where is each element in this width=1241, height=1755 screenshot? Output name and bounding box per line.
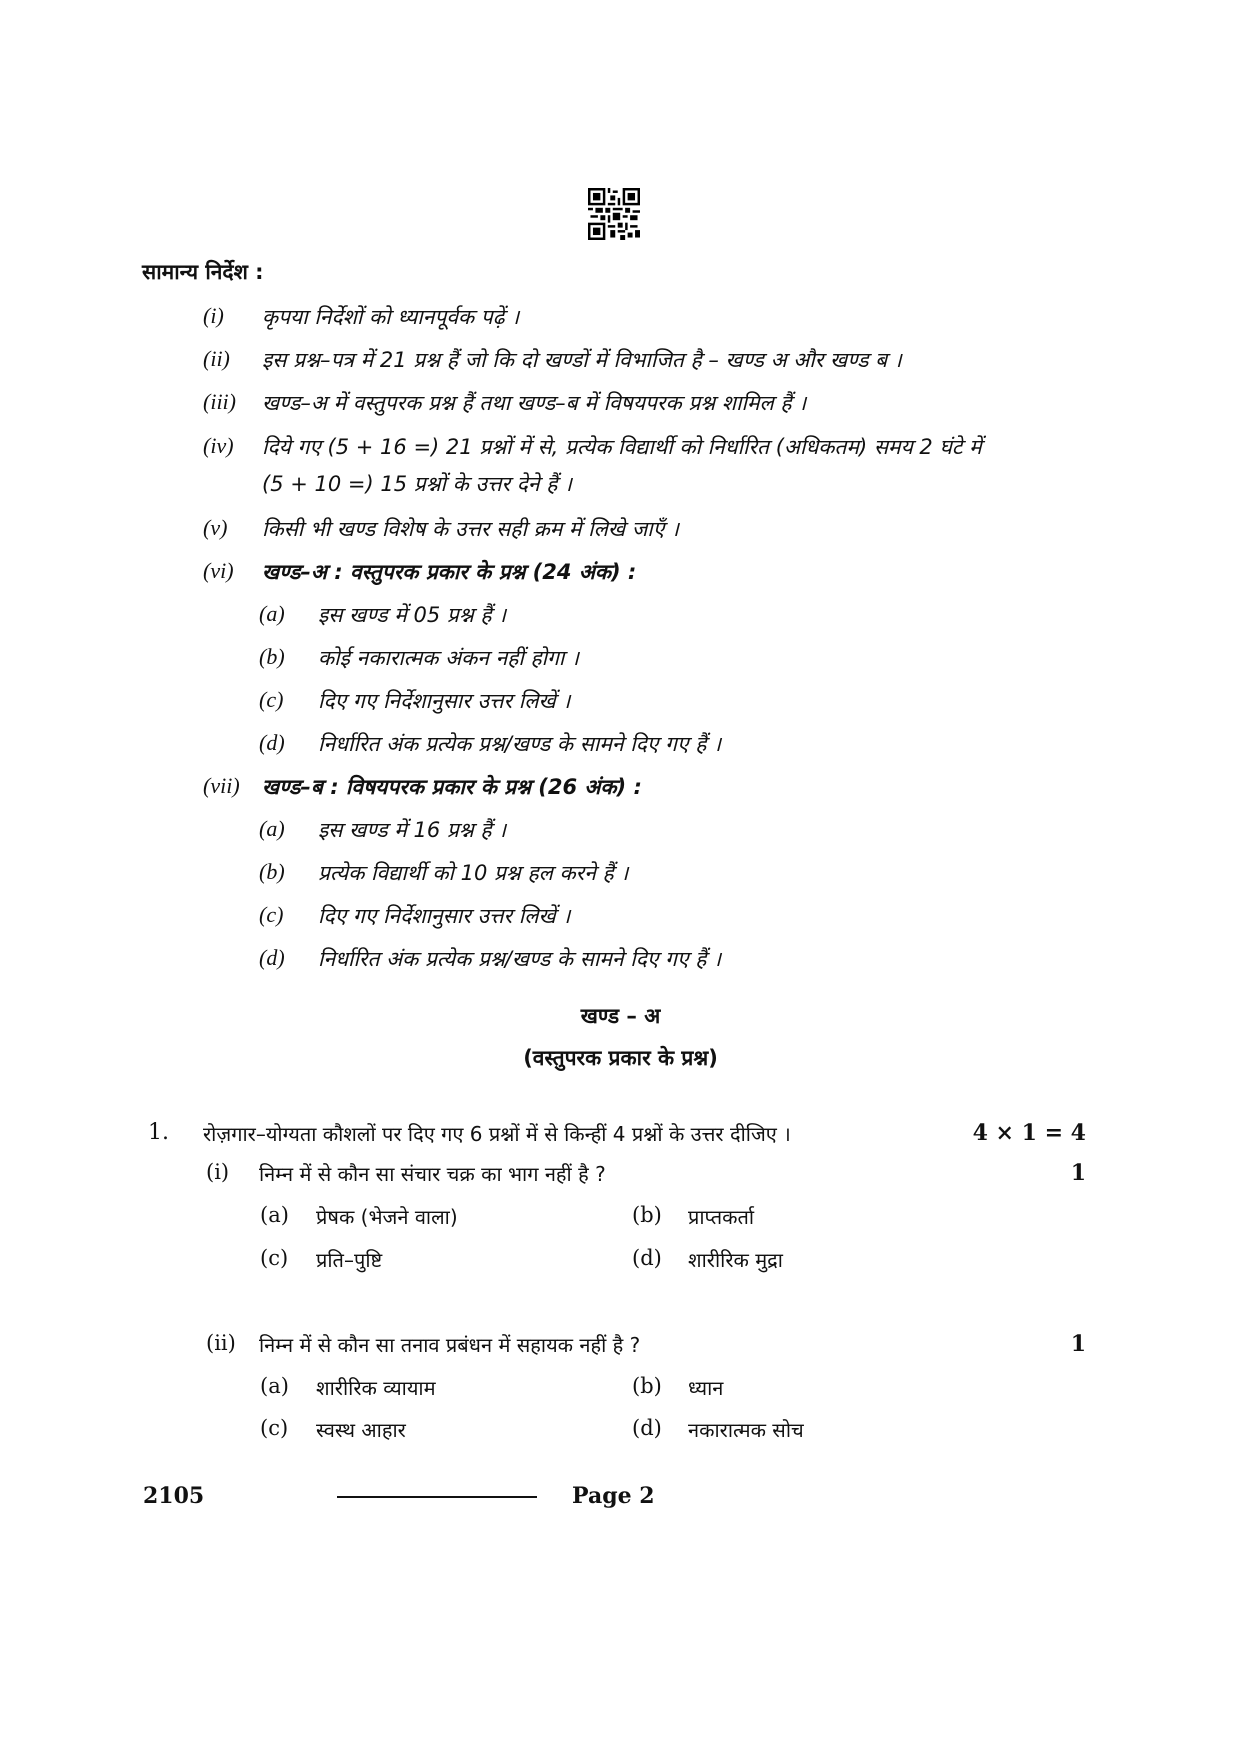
option-text: प्रेषक (भेजने वाला) bbox=[316, 1205, 458, 1229]
sub-instruction-text: दिए गए निर्देशानुसार उत्तर लिखें । bbox=[318, 689, 571, 713]
sub-question-marks: 1 bbox=[1070, 1160, 1086, 1186]
sub-question-number: (ii) bbox=[206, 1331, 236, 1355]
instruction-num: (ii) bbox=[203, 346, 230, 371]
sub-instruction-num: (b) bbox=[259, 644, 285, 669]
sub-instruction-num: (a) bbox=[259, 601, 285, 626]
section-subheading: (वस्तुपरक प्रकार के प्रश्न) bbox=[523, 1046, 718, 1070]
sub-instruction-text: इस खण्ड में 16 प्रश्न हैं । bbox=[318, 818, 507, 842]
sub-instruction-text: इस खण्ड में 05 प्रश्न हैं । bbox=[318, 603, 507, 627]
instruction-text: खण्ड–अ में वस्तुपरक प्रश्न हैं तथा खण्ड–ब में विषयपरक प्रश्न शामिल हैं । bbox=[262, 391, 807, 415]
sub-instruction-num: (a) bbox=[259, 816, 285, 841]
option-text: प्रति–पुष्टि bbox=[316, 1248, 383, 1272]
footer-divider bbox=[337, 1496, 537, 1498]
qr-code bbox=[588, 188, 640, 240]
instruction-text-continued: (5 + 10 =) 15 प्रश्नों के उत्तर देने हैं । bbox=[262, 472, 573, 496]
question-marks: 4 × 1 = 4 bbox=[972, 1120, 1086, 1146]
option-text: ध्यान bbox=[688, 1376, 724, 1400]
instruction-text: इस प्रश्न–पत्र में 21 प्रश्न हैं जो कि दो खण्डों में विभाजित है – खण्ड अ और खण्ड ब । bbox=[262, 348, 902, 372]
option-text: प्राप्तकर्ता bbox=[688, 1205, 755, 1229]
sub-instruction-text: निर्धारित अंक प्रत्येक प्रश्न/खण्ड के सामने दिए गए हैं । bbox=[318, 732, 722, 756]
sub-instruction-text: दिए गए निर्देशानुसार उत्तर लिखें । bbox=[318, 904, 571, 928]
option-label: (d) bbox=[632, 1416, 662, 1440]
instruction-text: किसी भी खण्ड विशेष के उत्तर सही क्रम में लिखे जाएँ । bbox=[262, 517, 679, 541]
instruction-num: (vi) bbox=[203, 558, 234, 583]
section-a-instruction: खण्ड–अ : वस्तुपरक प्रकार के प्रश्न (24 अंक) : bbox=[262, 560, 637, 584]
question-text: रोज़गार–योग्यता कौशलों पर दिए गए 6 प्रश्नों में से किन्हीं 4 प्रश्नों के उत्तर दीजिए । bbox=[203, 1122, 791, 1146]
option-label: (b) bbox=[632, 1374, 662, 1398]
option-text: स्वस्थ आहार bbox=[316, 1418, 406, 1442]
option-label: (b) bbox=[632, 1203, 662, 1227]
instruction-num: (v) bbox=[203, 515, 228, 540]
sub-question-text: निम्न में से कौन सा संचार चक्र का भाग नहीं है ? bbox=[259, 1162, 606, 1186]
sub-question-text: निम्न में से कौन सा तनाव प्रबंधन में सहायक नहीं है ? bbox=[259, 1333, 641, 1357]
section-heading: खण्ड – अ bbox=[580, 1004, 661, 1028]
question-number: 1. bbox=[148, 1120, 169, 1145]
sub-instruction-text: प्रत्येक विद्यार्थी को 10 प्रश्न हल करने हैं । bbox=[318, 861, 629, 885]
sub-question-marks: 1 bbox=[1070, 1331, 1086, 1357]
option-label: (d) bbox=[632, 1246, 662, 1270]
sub-instruction-num: (c) bbox=[259, 902, 284, 927]
option-text: नकारात्मक सोच bbox=[688, 1418, 804, 1442]
instruction-num: (iv) bbox=[203, 433, 234, 458]
sub-instruction-text: कोई नकारात्मक अंकन नहीं होगा । bbox=[318, 646, 579, 670]
sub-question-number: (i) bbox=[206, 1160, 230, 1184]
instruction-num: (i) bbox=[203, 303, 224, 328]
instruction-num: (iii) bbox=[203, 389, 236, 414]
sub-instruction-num: (d) bbox=[259, 945, 285, 970]
option-text: शारीरिक मुद्रा bbox=[688, 1248, 783, 1272]
sub-instruction-num: (c) bbox=[259, 687, 284, 712]
section-b-instruction: खण्ड–ब : विषयपरक प्रकार के प्रश्न (26 अंक) : bbox=[262, 775, 642, 799]
option-text: शारीरिक व्यायाम bbox=[316, 1376, 436, 1400]
paper-code: 2105 bbox=[143, 1483, 205, 1509]
instruction-text: कृपया निर्देशों को ध्यानपूर्वक पढ़ें । bbox=[262, 305, 520, 329]
sub-instruction-num: (b) bbox=[259, 859, 285, 884]
option-label: (c) bbox=[260, 1416, 289, 1440]
instruction-text: दिये गए (5 + 16 =) 21 प्रश्नों में से, प्रत्येक विद्यार्थी को निर्धारित (अधिकतम) समय 2 घंटे में bbox=[262, 435, 982, 459]
instructions-heading: सामान्य निर्देश : bbox=[142, 260, 264, 284]
option-label: (a) bbox=[260, 1374, 289, 1398]
sub-instruction-text: निर्धारित अंक प्रत्येक प्रश्न/खण्ड के सामने दिए गए हैं । bbox=[318, 947, 722, 971]
sub-instruction-num: (d) bbox=[259, 730, 285, 755]
option-label: (c) bbox=[260, 1246, 289, 1270]
option-label: (a) bbox=[260, 1203, 289, 1227]
page-number: Page 2 bbox=[572, 1483, 655, 1509]
instruction-num: (vii) bbox=[203, 773, 240, 798]
